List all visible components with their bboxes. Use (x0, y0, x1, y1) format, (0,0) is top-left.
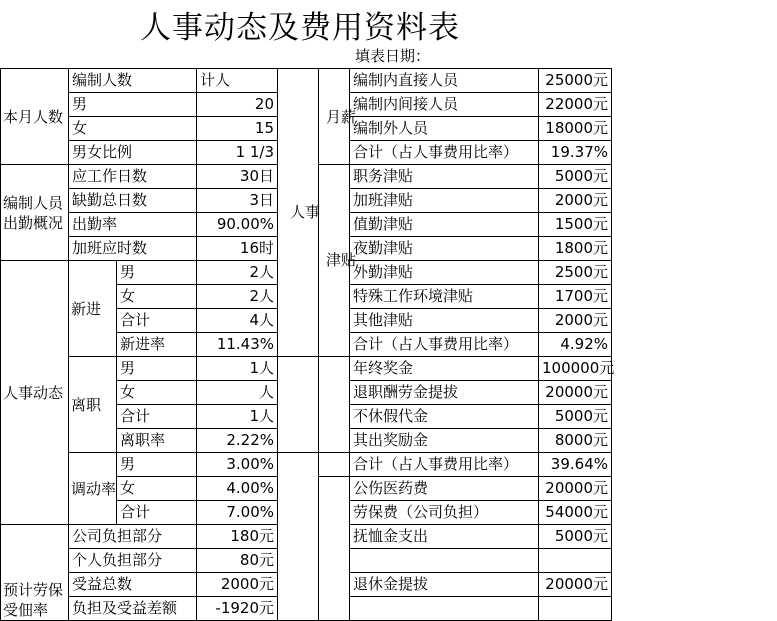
table-row (278, 165, 612, 189)
right-table (277, 68, 615, 621)
cell-label[interactable]: 年终奖金 (350, 357, 539, 381)
subgroup-label-resigned: 离职 (69, 357, 117, 453)
cell-value[interactable]: 80元 (197, 549, 278, 573)
cell-label[interactable]: 加班津贴 (350, 189, 539, 213)
cell-label[interactable]: 劳保费（公司负担） (350, 501, 539, 525)
blank-cell (319, 357, 350, 453)
cell-label[interactable]: 值勤津贴 (350, 213, 539, 237)
group-label-salary-text: 月薪 (326, 107, 357, 126)
cell-value[interactable]: 7.00% (197, 501, 278, 525)
cell-value[interactable]: 2.22% (197, 429, 278, 453)
cell-label[interactable]: 退休金提拔 (350, 573, 539, 597)
cell-label[interactable]: 女 (117, 477, 197, 501)
cell-value[interactable]: 39.64% (539, 453, 612, 477)
group-label-allowance (319, 165, 357, 357)
left-table (0, 68, 278, 621)
cell-value[interactable]: 4.92% (539, 333, 612, 357)
blank-cell (278, 357, 319, 453)
cell-value[interactable]: 54000元 (539, 501, 612, 525)
cell-label[interactable]: 职务津贴 (350, 165, 539, 189)
cell-value[interactable]: 16时 (197, 237, 278, 261)
cell-label[interactable]: 应工作日数 (69, 165, 197, 189)
cell-value[interactable]: 2人 (197, 261, 278, 285)
cell-value[interactable]: 20000元 (539, 573, 612, 597)
cell-label[interactable]: 不休假代金 (350, 405, 539, 429)
cell-label[interactable]: 公伤医药费 (350, 477, 539, 501)
cell-value[interactable]: 100000元 (539, 357, 612, 381)
cell-value[interactable] (539, 597, 612, 621)
cell-label[interactable]: 个人负担部分 (69, 549, 197, 573)
cell-value[interactable]: 1700元 (539, 285, 612, 309)
cell-value[interactable]: 计人 (197, 69, 278, 93)
cell-value[interactable]: 180元 (197, 525, 278, 549)
cell-label[interactable]: 外勤津贴 (350, 261, 539, 285)
cell-label[interactable]: 特殊工作环境津贴 (350, 285, 539, 309)
blank-cell (319, 453, 350, 477)
cell-label[interactable]: 男女比例 (69, 141, 197, 165)
cell-label[interactable]: 受益总数 (69, 573, 197, 597)
cell-label[interactable]: 合计（占人事费用比率） (350, 333, 539, 357)
cell-label[interactable]: 编制人数 (69, 69, 197, 93)
cell-label[interactable]: 编制外人员 (350, 117, 539, 141)
cell-value[interactable]: 1 1/3 (197, 141, 278, 165)
cell-label[interactable]: 合计（占人事费用比率） (350, 453, 539, 477)
cell-label[interactable]: 合计 (117, 501, 197, 525)
section-label-text: 人事 (290, 203, 321, 221)
table-row (1, 261, 278, 285)
cell-label[interactable]: 合计（占人事费用比率） (350, 141, 539, 165)
subgroup-label-new: 新进 (69, 261, 117, 357)
cell-value[interactable]: 20000元 (539, 381, 612, 405)
cell-value[interactable]: 1500元 (539, 213, 612, 237)
cell-value[interactable]: 5000元 (539, 525, 612, 549)
group-label-insurance: 预计劳保受佃率 (1, 525, 69, 621)
cell-label[interactable]: 女 (69, 117, 197, 141)
cell-label[interactable]: 公司负担部分 (69, 525, 197, 549)
group-label-headcount: 本月人数 (1, 69, 69, 165)
cell-value[interactable]: 20000元 (539, 477, 612, 501)
cell-label[interactable]: 女 (117, 381, 197, 405)
cell-label[interactable]: 男 (117, 453, 197, 477)
cell-label[interactable]: 退职酬劳金提拔 (350, 381, 539, 405)
cell-label[interactable]: 其他津贴 (350, 309, 539, 333)
cell-label[interactable]: 离职率 (117, 429, 197, 453)
cell-value[interactable]: 11.43% (197, 333, 278, 357)
page-title: 人事动态及费用资料表 (140, 10, 460, 46)
table-row (1, 69, 278, 93)
group-label-salary (319, 69, 357, 165)
cell-label[interactable]: 合计 (117, 309, 197, 333)
table-row (278, 69, 612, 93)
cell-value[interactable]: -1920元 (197, 597, 278, 621)
cell-label[interactable] (350, 597, 539, 621)
cell-value[interactable]: 2人 (197, 285, 278, 309)
cell-label[interactable]: 抚恤金支出 (350, 525, 539, 549)
cell-value[interactable]: 8000元 (539, 429, 612, 453)
cell-label[interactable]: 新进率 (117, 333, 197, 357)
cell-label[interactable]: 男 (69, 93, 197, 117)
cell-value[interactable]: 5000元 (539, 405, 612, 429)
cell-label[interactable]: 编制内直接人员 (350, 69, 539, 93)
cell-value[interactable]: 4.00% (197, 477, 278, 501)
cell-value[interactable]: 人 (197, 381, 278, 405)
cell-label[interactable]: 出勤率 (69, 213, 197, 237)
cell-value[interactable]: 2000元 (539, 189, 612, 213)
cell-label[interactable]: 男 (117, 357, 197, 381)
cell-value[interactable]: 20 (197, 93, 278, 117)
cell-value[interactable]: 90.00% (197, 213, 278, 237)
cell-label[interactable]: 女 (117, 285, 197, 309)
cell-value[interactable] (539, 549, 612, 573)
cell-value[interactable]: 2000元 (539, 309, 612, 333)
group-label-attendance: 编制人员出勤概况 (1, 165, 69, 261)
cell-value[interactable]: 22000元 (539, 93, 612, 117)
cell-value[interactable]: 30日 (197, 165, 278, 189)
table-row (278, 453, 612, 477)
table-row (278, 477, 612, 501)
cell-value[interactable]: 15 (197, 117, 278, 141)
table-row (1, 165, 278, 189)
cell-label[interactable]: 缺勤总日数 (69, 189, 197, 213)
cell-label[interactable]: 男 (117, 261, 197, 285)
cell-label[interactable]: 合计 (117, 405, 197, 429)
table-row (278, 357, 612, 381)
subgroup-label-transfer: 调动率 (69, 453, 117, 525)
cell-value[interactable]: 4人 (197, 309, 278, 333)
blank-cell (278, 453, 319, 621)
cell-label[interactable] (350, 549, 539, 573)
cell-value[interactable]: 2500元 (539, 261, 612, 285)
cell-value[interactable]: 3.00% (197, 453, 278, 477)
cell-label[interactable]: 加班应时数 (69, 237, 197, 261)
cell-value[interactable]: 5000元 (539, 165, 612, 189)
cell-value[interactable]: 2000元 (197, 573, 278, 597)
group-label-allowance-text: 津贴 (326, 251, 357, 269)
table-row (1, 525, 278, 549)
cell-label[interactable]: 编制内间接人员 (350, 93, 539, 117)
cell-value[interactable]: 19.37% (539, 141, 612, 165)
cell-value[interactable]: 1人 (197, 357, 278, 381)
cell-value[interactable]: 1800元 (539, 237, 612, 261)
blank-cell (319, 477, 350, 621)
cell-label[interactable]: 其出奖励金 (350, 429, 539, 453)
cell-value[interactable]: 25000元 (539, 69, 612, 93)
cell-value[interactable]: 3日 (197, 189, 278, 213)
group-label-dynamics: 人事动态 (1, 261, 69, 525)
cell-label[interactable]: 负担及受益差额 (69, 597, 197, 621)
section-label-personnel (278, 69, 319, 357)
cell-label[interactable]: 夜勤津贴 (350, 237, 539, 261)
cell-value[interactable]: 1人 (197, 405, 278, 429)
fill-date-label: 填表日期： (355, 47, 431, 65)
cell-value[interactable]: 18000元 (539, 117, 612, 141)
